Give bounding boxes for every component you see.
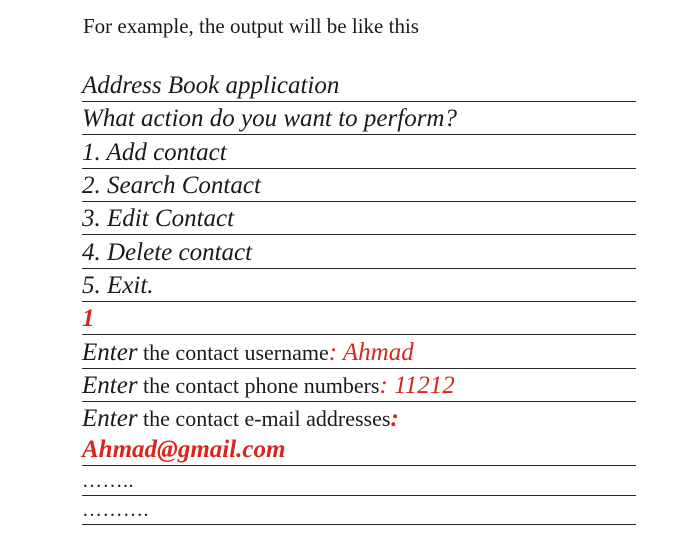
menu-option-delete-contact: 4. Delete contact xyxy=(82,237,636,269)
menu-option-add-contact: 1. Add contact xyxy=(82,137,636,169)
phone-prompt-word: Enter xyxy=(82,372,138,399)
user-choice-line xyxy=(82,303,636,335)
menu-option-exit: 5. Exit. xyxy=(82,270,636,302)
intro-text: For example, the output will be like this xyxy=(83,14,419,38)
phone-prompt-text: the contact phone numbers xyxy=(137,373,380,398)
email-colon: : xyxy=(390,405,399,432)
username-prompt-word: Enter xyxy=(82,339,138,366)
ellipsis-line-2: ………. xyxy=(82,497,636,525)
username-prompt-line xyxy=(82,337,636,369)
email-prompt-row xyxy=(82,403,636,434)
menu-option-search-contact: 2. Search Contact xyxy=(82,170,636,202)
username-colon: : xyxy=(328,339,338,366)
output-line-title: Address Book application xyxy=(82,70,636,102)
email-value: Ahmad@gmail.com xyxy=(82,436,286,463)
menu-option-edit-contact: 3. Edit Contact xyxy=(82,203,636,235)
output-line-question: What action do you want to perform? xyxy=(82,103,636,135)
user-choice-value: 1 xyxy=(82,305,95,332)
username-prompt-text: the contact username xyxy=(137,340,329,365)
ellipsis-line-1: …….. xyxy=(82,468,636,496)
username-value: Ahmad xyxy=(337,339,414,366)
phone-colon: : xyxy=(379,372,388,399)
email-prompt-text: the contact e-mail addresses xyxy=(137,406,391,431)
email-prompt-word: Enter xyxy=(82,405,138,432)
phone-prompt-line xyxy=(82,370,636,402)
email-prompt-line xyxy=(82,403,636,466)
phone-value: 11212 xyxy=(387,372,455,399)
